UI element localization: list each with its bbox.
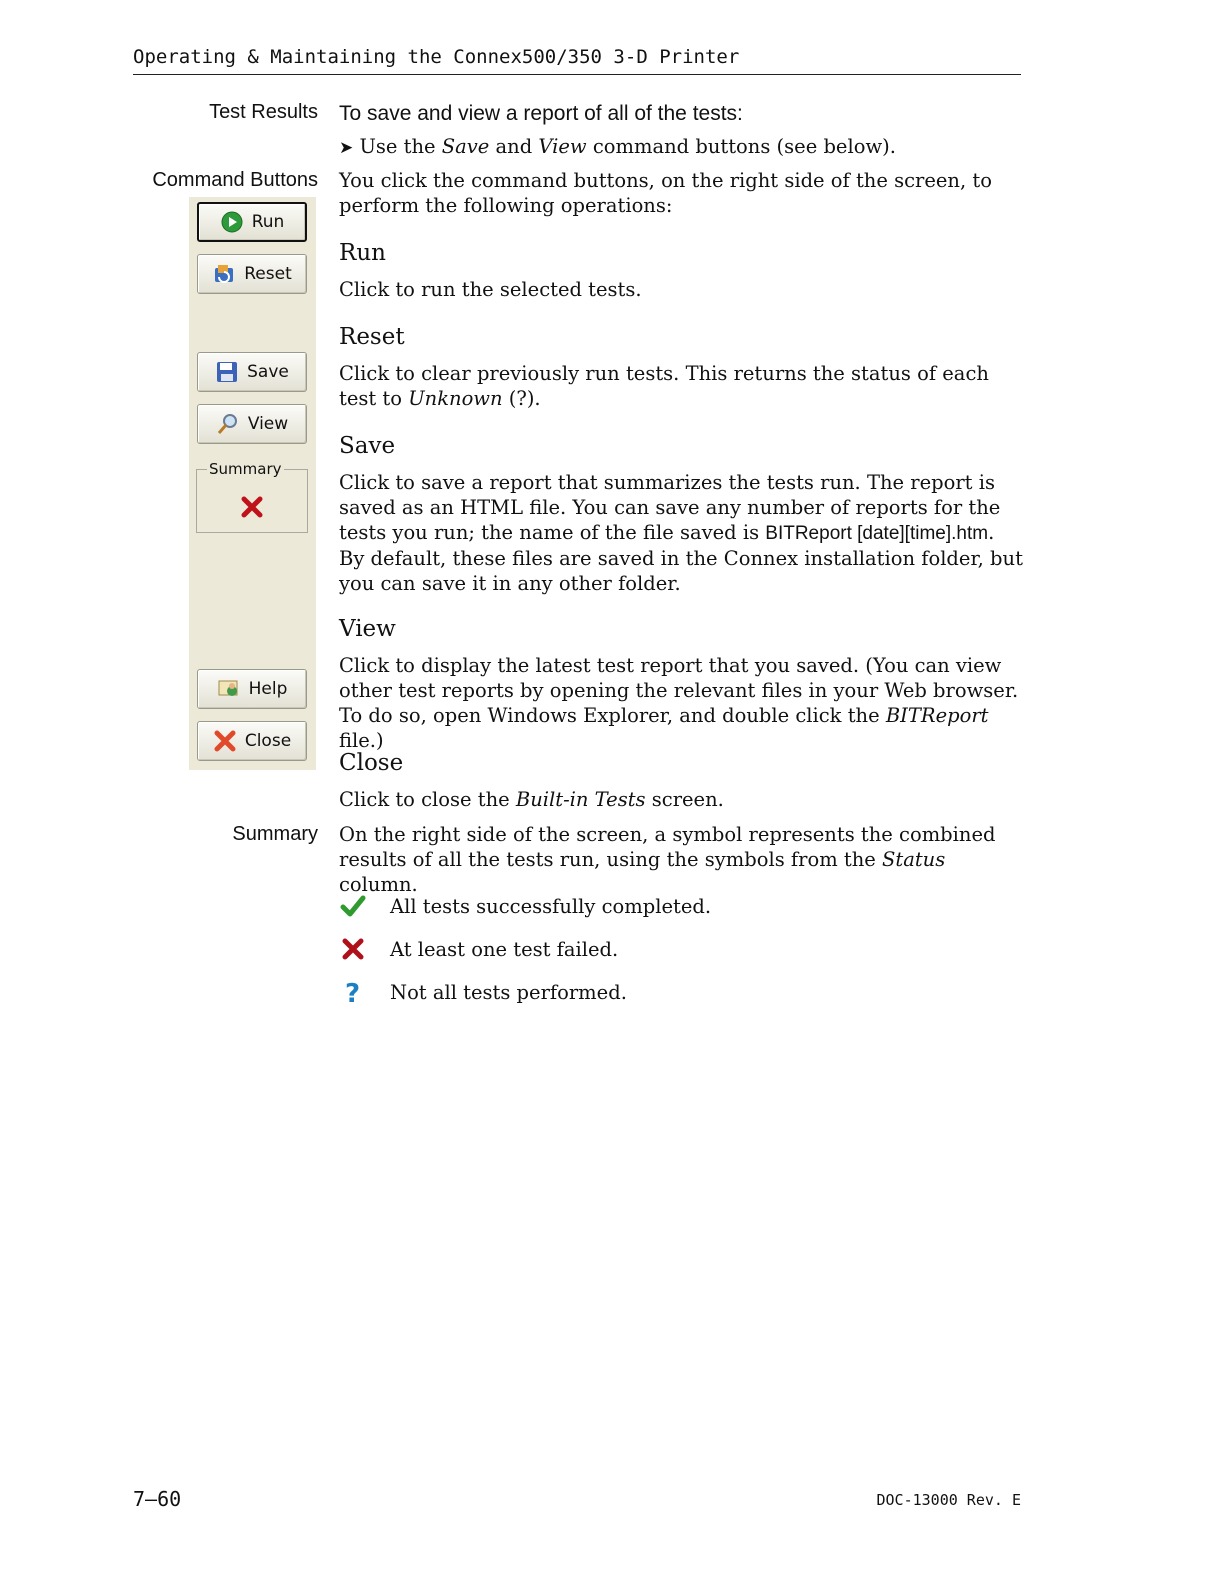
- summary-text-post: column.: [339, 873, 418, 896]
- run-description: Click to run the selected tests.: [339, 278, 642, 301]
- bullet-save-term: Save: [441, 135, 490, 158]
- reset-description: [339, 361, 1023, 411]
- reset-text-pre: Click to clear previously run tests. This returns the status of each test to: [339, 362, 989, 410]
- running-header: Operating & Maintaining the Connex500/350 3-D Printer: [133, 46, 1021, 75]
- save-text-pre: Click to save a report that summarizes the tests run. The report is saved as an HTML file. You can save any number of reports for the tests you run; the name of the file saved is: [339, 471, 1001, 544]
- view-button[interactable]: [197, 404, 307, 444]
- reset-subheading: Reset: [339, 324, 405, 350]
- symbol-text-success: All tests successfully completed.: [390, 894, 712, 918]
- reset-button-label: Reset: [244, 264, 292, 284]
- save-button-label: Save: [247, 362, 289, 382]
- page-number: 7–60: [133, 1487, 182, 1511]
- bullet-view-term: View: [538, 135, 587, 158]
- bullet-text-post: command buttons (see below).: [586, 135, 896, 158]
- symbol-text-unknown: Not all tests performed.: [390, 980, 627, 1004]
- summary-description: [339, 822, 1023, 897]
- save-description: [339, 470, 1023, 596]
- summary-indicator: [196, 460, 308, 533]
- close-button-label: Close: [244, 731, 292, 751]
- magnifier-icon: [216, 412, 240, 436]
- help-button-label: Help: [248, 679, 288, 699]
- red-x-icon: [241, 496, 263, 518]
- close-text-pre: Click to close the: [339, 788, 516, 811]
- summary-status-term: Status: [882, 848, 946, 871]
- summary-indicator-label: Summary: [209, 460, 282, 478]
- run-button-label: Run: [251, 212, 285, 232]
- view-text-pre: Click to display the latest test report that you saved. (You can view other test reports by opening the relevant files in your Web browser. To do so, open Windows Explorer, and double click the: [339, 654, 1019, 727]
- save-button[interactable]: [197, 352, 307, 392]
- test-results-heading: To save and view a report of all of the tests:: [339, 102, 743, 125]
- reset-button[interactable]: [197, 254, 307, 294]
- green-check-icon: [340, 893, 366, 919]
- view-text-post: file.): [339, 729, 384, 752]
- summary-text-pre: On the right side of the screen, a symbol represents the combined results of all the tests run, using the symbols from the: [339, 823, 996, 871]
- help-icon: [217, 677, 241, 701]
- view-subheading: View: [339, 616, 396, 642]
- symbol-text-failed: At least one test failed.: [390, 937, 619, 961]
- reset-icon: [212, 262, 236, 286]
- test-results-bullet: [339, 134, 1023, 161]
- symbol-row-failed: [340, 934, 840, 964]
- svg-text:?: ?: [345, 979, 361, 1005]
- save-filename: BITReport [date][time].htm: [765, 523, 989, 544]
- run-button[interactable]: [197, 202, 307, 242]
- run-subheading: Run: [339, 240, 386, 266]
- close-button[interactable]: [197, 721, 307, 761]
- sidebar-label-summary: Summary: [232, 823, 318, 845]
- document-id: DOC-13000 Rev. E: [876, 1491, 1021, 1509]
- close-text-post: screen.: [645, 788, 724, 811]
- bullet-and: and: [489, 135, 539, 158]
- help-button[interactable]: [197, 669, 307, 709]
- command-buttons-panel: [189, 197, 316, 770]
- view-bitreport-term: BITReport: [885, 704, 989, 727]
- floppy-disk-icon: [215, 360, 239, 384]
- symbol-row-unknown: [340, 977, 840, 1007]
- bullet-arrow-icon: ➤: [339, 138, 354, 158]
- reset-text-post: (?).: [502, 387, 541, 410]
- close-icon: [213, 729, 237, 753]
- view-button-label: View: [247, 414, 289, 434]
- save-subheading: Save: [339, 433, 396, 459]
- command-buttons-intro: You click the command buttons, on the right side of the screen, to perform the following operations:: [339, 169, 992, 217]
- symbol-row-success: [340, 891, 840, 921]
- close-description: [339, 787, 1023, 812]
- close-built-in-tests-term: Built-in Tests: [515, 788, 646, 811]
- sidebar-label-test-results: Test Results: [209, 101, 318, 123]
- sidebar-label-command-buttons: Command Buttons: [152, 169, 318, 191]
- blue-question-icon: [340, 979, 366, 1005]
- play-icon: [220, 210, 244, 234]
- bullet-text-pre: Use the: [359, 135, 442, 158]
- close-subheading: Close: [339, 750, 404, 776]
- save-text-post: . By default, these files are saved in the Connex installation folder, but you can save it in any other folder.: [339, 521, 1023, 595]
- view-description: [339, 653, 1023, 753]
- red-x-icon: [340, 936, 366, 962]
- reset-unknown-term: Unknown: [408, 387, 503, 410]
